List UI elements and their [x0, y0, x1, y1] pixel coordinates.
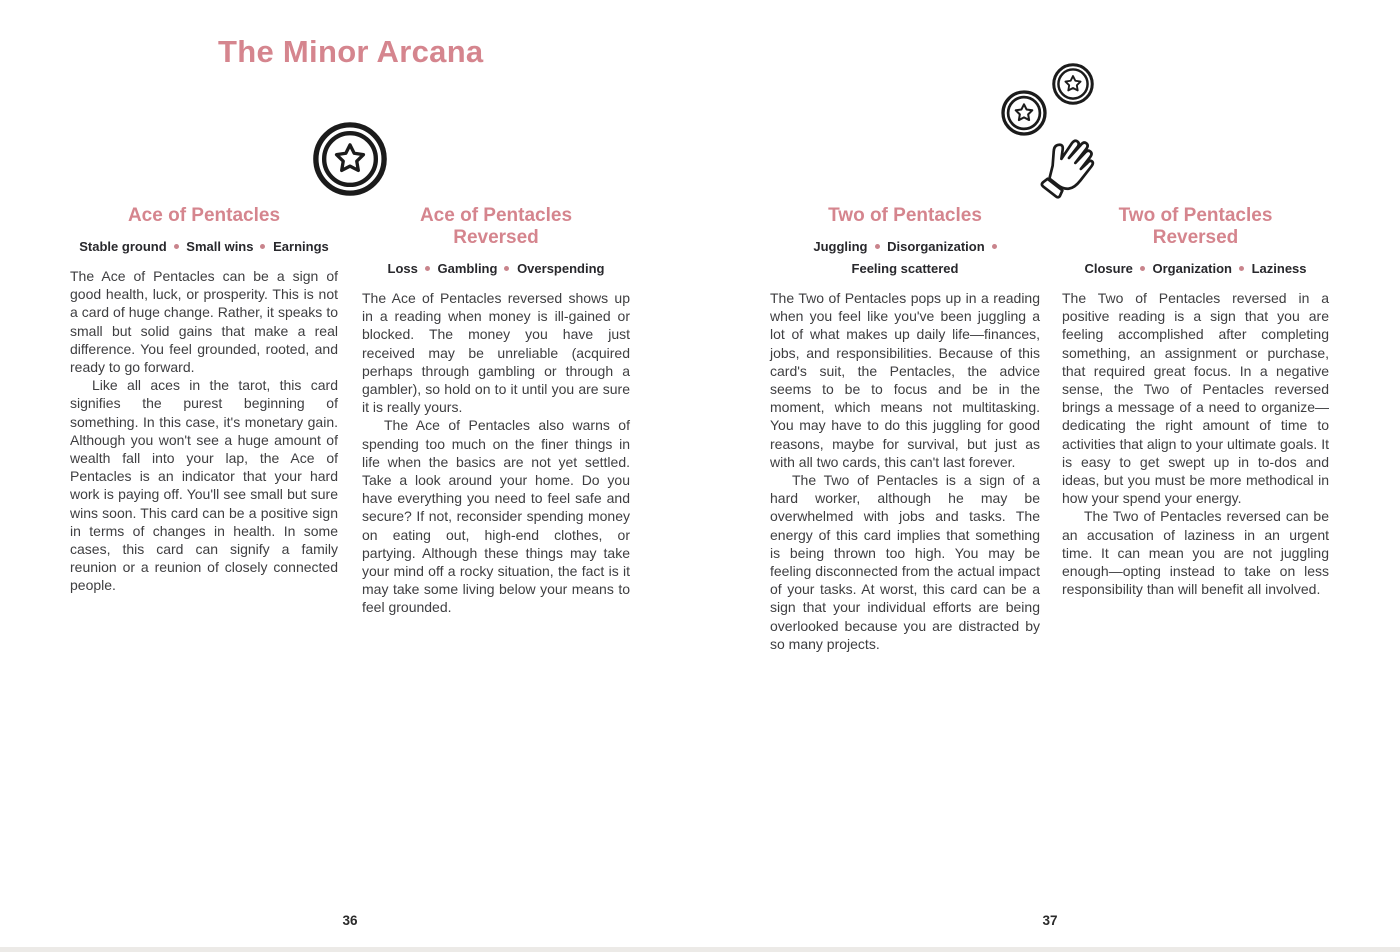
card-heading: Two of Pentacles [828, 205, 982, 226]
keyword-separator-dot [992, 244, 997, 249]
keyword: Overspending [517, 261, 605, 276]
keyword: Closure [1084, 261, 1144, 276]
keyword: Loss [388, 261, 430, 276]
card-keywords [362, 258, 630, 280]
keyword: Laziness [1251, 261, 1307, 276]
card-paragraph: The Two of Pentacles is a sign of a hard worker, although he may be overwhelmed with jobs and tasks. The energy of this card implies that something is being thrown too high. You may be feeling disconnected from the actual impact of your tasks. At worst, this card can be a sign that your individual efforts are being overlooked because you are distracted by so many projects. [770, 472, 1040, 652]
pentacle-coin-icon [1051, 62, 1095, 106]
keyword-separator-dot [875, 244, 880, 249]
card-paragraph: The Ace of Pentacles also warns of spending too much on the finer things in life when the basics are not yet settled. Take a look around your home. Do you have everything you need to feel safe and secure? If not, reconsider spending money on eating out, high-end clothes, or partying. Although these things may take your mind off a rocky situation, the fact is it may take some living below your means to feel grounded. [362, 417, 630, 616]
page-number-right: 37 [1042, 913, 1058, 928]
card-keywords [770, 236, 1040, 280]
pentacle-coin-icon [1000, 89, 1048, 137]
keyword-separator-dot [260, 244, 265, 249]
keyword-separator-dot [174, 244, 179, 249]
card-section-two-of-pentacles [770, 205, 1040, 653]
keyword: Small wins [186, 239, 265, 254]
card-body [1062, 289, 1329, 598]
keyword: Stable ground [79, 239, 178, 254]
card-heading: Ace of Pentacles [127, 205, 281, 226]
keyword-separator-dot [504, 266, 509, 271]
pentacle-coin-icon [311, 120, 389, 198]
keyword: Disorganization [887, 239, 997, 254]
card-paragraph: The Ace of Pentacles reversed shows up in a reading when money is ill-gained or blocked. The money you have just received may be unreliable (acquired perhaps through gambling or through a gambler), so hold on to it until you are sure it is really yours. [362, 290, 630, 416]
card-paragraph: The Ace of Pentacles can be a sign of good health, luck, or prosperity. This is not a card of huge change. Rather, it speaks to small but solid gains that make a real difference. You feel grounded, rooted, and ready to go forward. [70, 268, 338, 376]
card-paragraph: Like all aces in the tarot, this card signifies the purest beginning of something. In this case, it's monetary gain. Although you won't see a huge amount of wealth fall into your lap, the Ace of Pentacles is an indicator that your hard work is paying off. You'll see small but sure wins soon. This card can be a positive sign in terms of changes in health. In some cases, this card can signify a family reunion or a reunion of closely connected people. [70, 377, 338, 594]
keyword: Gambling [437, 261, 509, 276]
card-keywords [70, 236, 338, 258]
keyword-separator-dot [1239, 266, 1244, 271]
page-bottom-edge [0, 947, 1400, 952]
card-paragraph: The Two of Pentacles reversed in a positive reading is a sign that you are feeling accomplished after completing something, an assignment or purchase, that required great focus. In a negative sense, the Two of Pentacles reversed brings a message of a need to organize—dedicating the right amount of time to activities that align to your ultimate goals. It is easy to get swept up in to-dos and ideas, but you must be more methodical in how your spend your energy. [1062, 290, 1329, 507]
keyword-separator-dot [425, 266, 430, 271]
card-heading: Ace of Pentacles Reversed [419, 205, 573, 248]
keyword: Feeling scattered [851, 261, 959, 276]
card-paragraph: The Two of Pentacles pops up in a reading when you feel like you've been juggling a lot of what makes up daily life—finances, jobs, and responsibilities. Because of this card's suit, the Pentacles, the advice seems to be to focus and be in the moment, which means not multitasking. You may have to do this juggling for good reasons, maybe for survival, but just as with all two cards, this can't last forever. [770, 290, 1040, 470]
keyword: Earnings [273, 239, 329, 254]
card-keywords [1062, 258, 1329, 280]
keyword: Organization [1153, 261, 1244, 276]
card-section-ace-of-pentacles-reversed [362, 205, 630, 617]
card-section-ace-of-pentacles [70, 205, 338, 595]
keyword-separator-dot [1140, 266, 1145, 271]
card-body [70, 267, 338, 595]
card-heading: Two of Pentacles Reversed [1118, 205, 1273, 248]
card-paragraph: The Two of Pentacles reversed can be an accusation of laziness in an urgent time. It can mean you are not juggling enough—opting instead to take on less responsibility than will benefit all involved. [1062, 508, 1329, 598]
card-section-two-of-pentacles-reversed [1062, 205, 1329, 598]
chapter-title: The Minor Arcana [218, 34, 484, 69]
card-body [362, 289, 630, 617]
page-number-left: 36 [342, 913, 358, 928]
card-body [770, 289, 1040, 653]
keyword: Juggling [813, 239, 879, 254]
